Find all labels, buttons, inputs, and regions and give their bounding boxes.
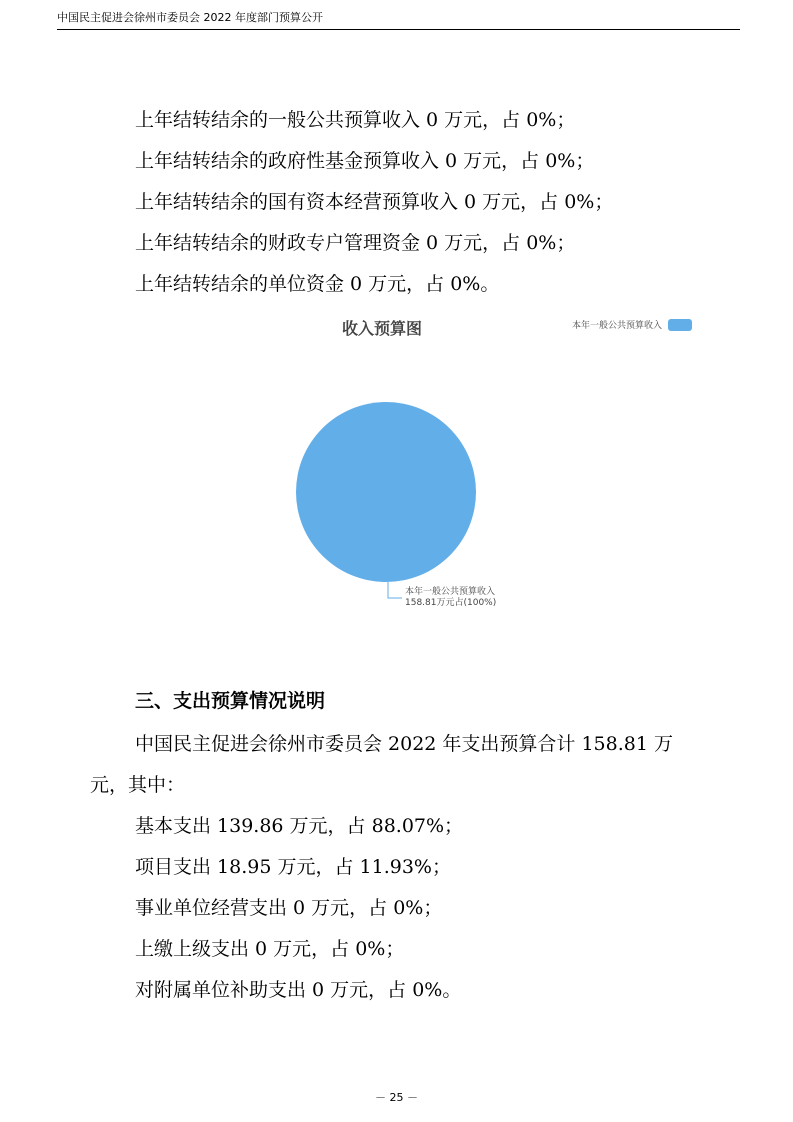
page-number: － 25 － <box>375 1091 418 1104</box>
expense-item-2: 项目支出 18.95 万元，占 11.93%； <box>135 856 451 878</box>
pie-chart <box>280 390 520 620</box>
slice-label-leader <box>388 582 402 598</box>
income-line-3: 上年结转结余的国有资本经营预算收入 0 万元，占 0%； <box>135 191 614 213</box>
expense-item-3: 事业单位经营支出 0 万元，占 0%； <box>135 897 443 919</box>
legend-swatch <box>668 319 692 331</box>
page-header: 中国民主促进会徐州市委员会 2022 年度部门预算公开 <box>57 11 740 30</box>
income-line-4: 上年结转结余的财政专户管理资金 0 万元，占 0%； <box>135 232 576 254</box>
pie-slice-1 <box>296 402 476 582</box>
expense-intro-line-2: 元，其中： <box>90 774 186 796</box>
chart-title: 收入预算图 <box>342 319 423 338</box>
income-line-2: 上年结转结余的政府性基金预算收入 0 万元，占 0%； <box>135 150 595 172</box>
expense-intro-line-1: 中国民主促进会徐州市委员会 2022 年支出预算合计 158.81 万 <box>135 733 673 755</box>
slice-label <box>405 587 496 609</box>
section-heading: 三、支出预算情况说明 <box>135 690 326 712</box>
income-line-5: 上年结转结余的单位资金 0 万元，占 0%。 <box>135 273 500 295</box>
expense-item-5: 对附属单位补助支出 0 万元，占 0%。 <box>135 979 462 1001</box>
slice-label-name: 本年一般公共预算收入 <box>405 587 496 597</box>
expense-item-1: 基本支出 139.86 万元，占 88.07%； <box>135 815 464 837</box>
legend-label: 本年一般公共预算收入 <box>572 321 663 331</box>
expense-item-4: 上缴上级支出 0 万元，占 0%； <box>135 938 405 960</box>
income-line-1: 上年结转结余的一般公共预算收入 0 万元，占 0%； <box>135 109 576 131</box>
chart-legend <box>572 318 692 331</box>
slice-label-value: 158.81万元占(100%) <box>405 598 497 608</box>
